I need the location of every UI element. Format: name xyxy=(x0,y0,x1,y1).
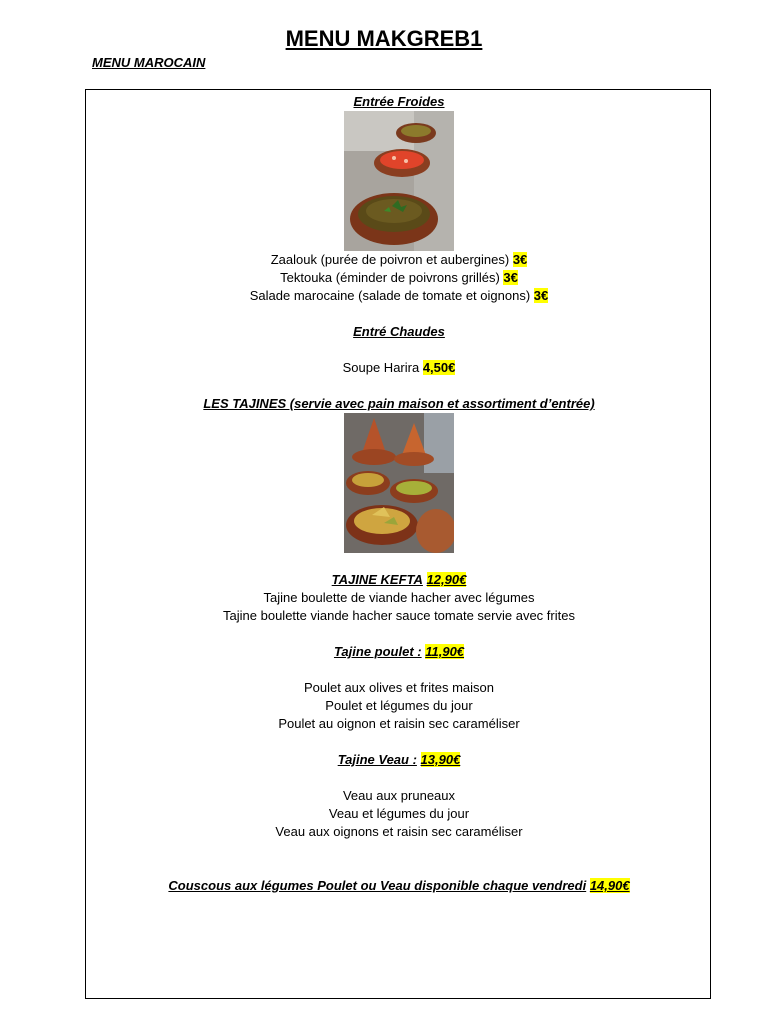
menu-item: Tektouka (éminder de poivrons grillés) 3€ xyxy=(280,270,518,285)
page-title: MENU MAKGREB1 xyxy=(285,26,483,51)
veau-heading: Tajine Veau : xyxy=(337,752,417,767)
menu-content xyxy=(86,90,712,895)
price-badge: 14,90€ xyxy=(589,878,630,893)
menu-item: Veau aux pruneaux xyxy=(342,788,456,803)
hot-starters-heading: Entré Chaudes xyxy=(353,324,445,339)
menu-item: Salade marocaine (salade de tomate et oignons) 3€ xyxy=(249,288,549,303)
kefta-heading: TAJINE KEFTA xyxy=(331,572,423,587)
cold-starters-heading: Entrée Froides xyxy=(353,94,445,109)
couscous-text: Couscous aux légumes Poulet ou Veau disponible chaque vendredi xyxy=(168,878,587,893)
menu-item: Poulet et légumes du jour xyxy=(325,698,473,713)
menu-item: Poulet aux olives et frites maison xyxy=(303,680,495,695)
price-badge: 3€ xyxy=(533,288,549,303)
price-badge: 11,90€ xyxy=(425,644,465,659)
menu-subtitle: MENU MAROCAIN xyxy=(92,55,206,70)
menu-item: Zaalouk (purée de poivron et aubergines) 3€ xyxy=(270,252,528,267)
menu-item: Tajine boulette viande hacher sauce tomate servie avec frites xyxy=(223,608,575,623)
menu-item: Veau aux oignons et raisin sec caraméliser xyxy=(275,824,523,839)
poulet-heading-line xyxy=(86,643,712,661)
price-badge: 3€ xyxy=(512,252,528,267)
veau-heading-line xyxy=(86,751,712,769)
poulet-heading: Tajine poulet : xyxy=(333,644,422,659)
menu-item: Veau et légumes du jour xyxy=(328,806,470,821)
menu-item: Poulet au oignon et raisin sec caraméliser xyxy=(278,716,520,731)
couscous-line xyxy=(86,877,712,895)
price-badge: 4,50€ xyxy=(422,360,456,375)
cold-starters-photo xyxy=(344,111,454,251)
tajines-heading: LES TAJINES (servie avec pain maison et assortiment d’entrée) xyxy=(203,396,595,411)
tajines-photo xyxy=(344,413,454,553)
menu-item: Soupe Harira 4,50€ xyxy=(342,360,456,375)
price-badge: 3€ xyxy=(503,270,518,285)
price-badge: 12,90€ xyxy=(426,572,467,587)
menu-frame xyxy=(85,89,711,999)
menu-item: Tajine boulette de viande hacher avec légumes xyxy=(263,590,535,605)
kefta-heading-line xyxy=(86,571,712,589)
price-badge: 13,90€ xyxy=(420,752,461,767)
